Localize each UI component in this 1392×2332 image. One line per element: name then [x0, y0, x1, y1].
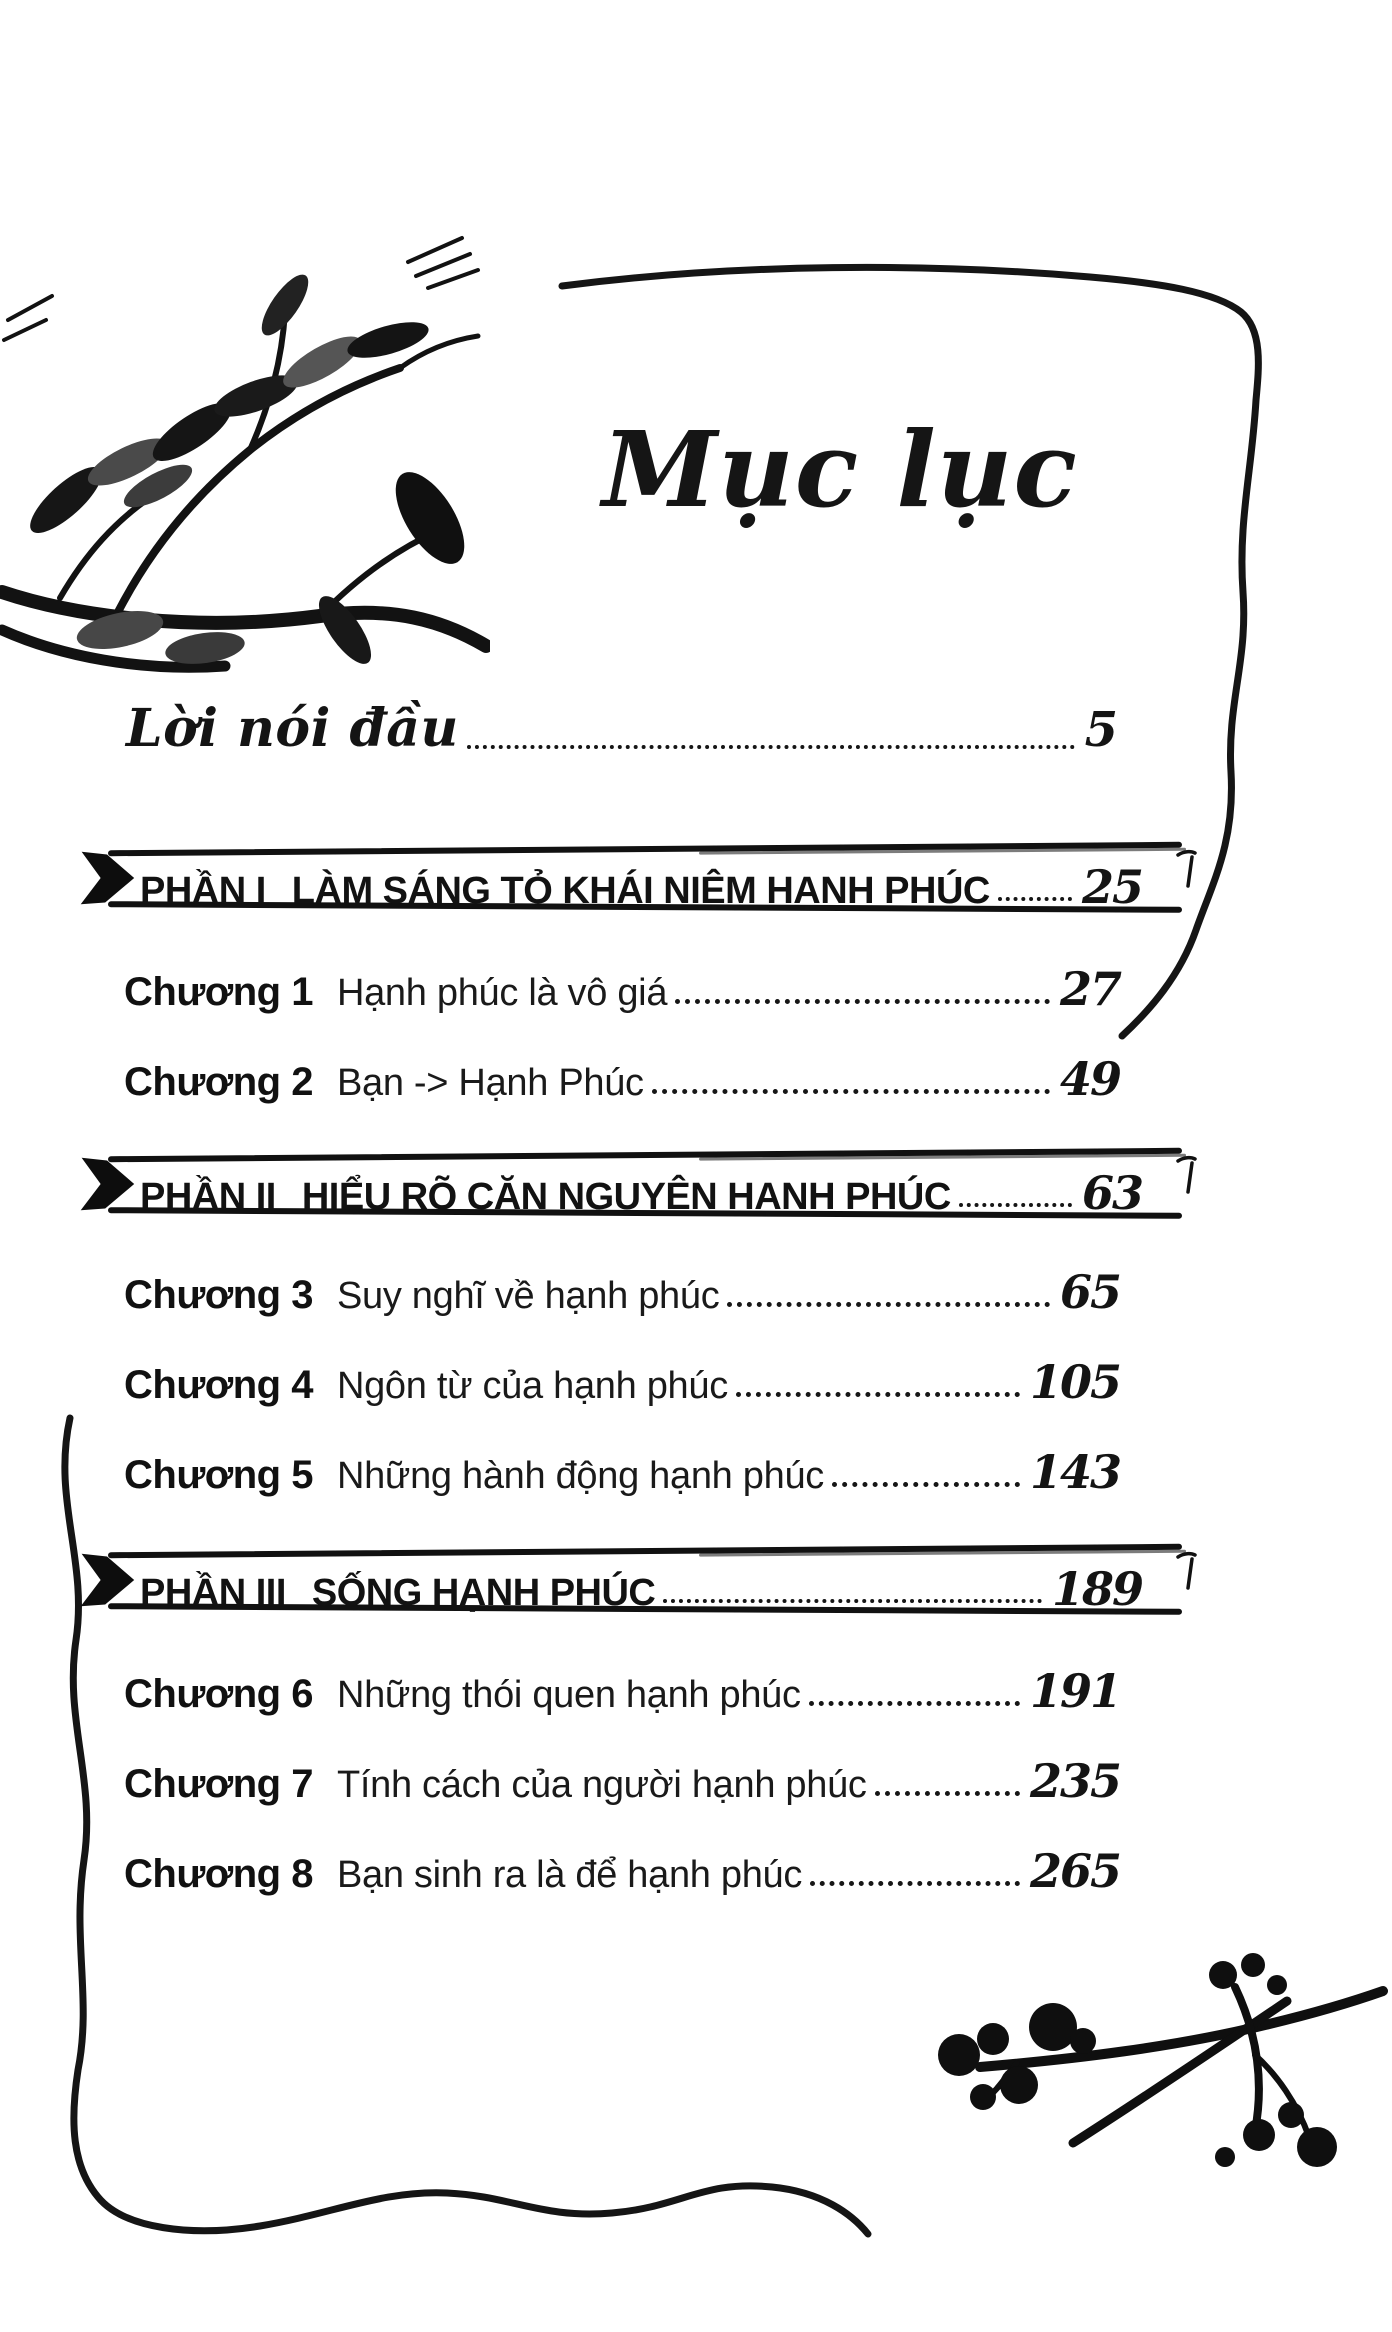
part-label: PHẦN I — [140, 870, 266, 912]
chapter-title: Suy nghĩ về hạnh phúc — [336, 1275, 720, 1317]
part-title: LÀM SÁNG TỎ KHÁI NIỆM HẠNH PHÚC — [291, 870, 990, 912]
banner-end-mark-icon — [1176, 1154, 1198, 1198]
toc-row-chapter-4 — [124, 1355, 1120, 1409]
page-number: 191 — [1029, 1664, 1120, 1718]
page-title: Mục lục — [602, 408, 1078, 531]
dotted-leader — [467, 745, 1075, 749]
dotted-leader — [810, 1881, 1020, 1886]
dotted-leader — [663, 1599, 1042, 1603]
page-number: 49 — [1059, 1052, 1120, 1106]
chapter-label: Chương 5 — [124, 1453, 313, 1497]
page-number: 105 — [1029, 1355, 1120, 1409]
page-number: 63 — [1081, 1166, 1142, 1220]
part-title: HIỂU RÕ CĂN NGUYÊN HẠNH PHÚC — [301, 1176, 951, 1218]
toc-row-chapter-3 — [124, 1265, 1120, 1319]
chevron-right-icon — [78, 1549, 136, 1611]
dotted-leader — [832, 1482, 1020, 1487]
banner-end-mark-icon — [1176, 848, 1198, 892]
chapter-title: Những thói quen hạnh phúc — [336, 1674, 801, 1716]
toc-row-chapter-5 — [124, 1445, 1120, 1499]
toc-row-chapter-1 — [124, 962, 1120, 1016]
ink-branch-bottom-right-icon — [925, 1945, 1390, 2215]
page-number: 143 — [1029, 1445, 1120, 1499]
toc-row-chapter-2 — [124, 1052, 1120, 1106]
front-matter-label: Lời nói đầu — [126, 698, 459, 759]
chapter-label: Chương 3 — [124, 1273, 313, 1317]
chapter-label: Chương 8 — [124, 1852, 313, 1896]
part-label: PHẦN III — [140, 1572, 286, 1614]
toc-row-chapter-7 — [124, 1754, 1120, 1808]
dotted-leader — [809, 1701, 1020, 1706]
chapter-title: Ngôn từ của hạnh phúc — [336, 1365, 728, 1407]
chapter-label: Chương 1 — [124, 970, 313, 1014]
banner-end-mark-icon — [1176, 1550, 1198, 1594]
chevron-right-icon — [78, 847, 136, 909]
part-banner-1 — [84, 846, 1180, 914]
dotted-leader — [652, 1089, 1050, 1094]
chapter-title: Bạn -> Hạnh Phúc — [336, 1062, 644, 1104]
chevron-right-icon — [78, 1153, 136, 1215]
toc-row-front-matter — [126, 698, 1116, 759]
part-label: PHẦN II — [140, 1176, 276, 1218]
part-banner-3 — [84, 1548, 1180, 1616]
part-title: SỐNG HẠNH PHÚC — [311, 1572, 656, 1614]
page-number: 25 — [1081, 860, 1142, 914]
dotted-leader — [675, 999, 1050, 1004]
dotted-leader — [727, 1302, 1050, 1307]
chapter-title: Tính cách của người hạnh phúc — [336, 1764, 867, 1806]
toc-row-chapter-6 — [124, 1664, 1120, 1718]
ink-branch-top-left-icon — [0, 200, 490, 680]
page-number: 265 — [1029, 1844, 1120, 1898]
page-number: 189 — [1051, 1562, 1142, 1616]
chapter-label: Chương 4 — [124, 1363, 313, 1407]
chapter-title: Hạnh phúc là vô giá — [336, 972, 668, 1014]
page-number: 27 — [1059, 962, 1120, 1016]
dotted-leader — [875, 1791, 1020, 1796]
page-number: 65 — [1059, 1265, 1120, 1319]
chapter-title: Những hành động hạnh phúc — [336, 1455, 824, 1497]
page-number: 235 — [1029, 1754, 1120, 1808]
toc-row-chapter-8 — [124, 1844, 1120, 1898]
part-banner-2 — [84, 1152, 1180, 1220]
chapter-label: Chương 2 — [124, 1060, 313, 1104]
chapter-label: Chương 7 — [124, 1762, 313, 1806]
page-number: 5 — [1084, 702, 1116, 758]
dotted-leader — [736, 1392, 1020, 1397]
chapter-title: Bạn sinh ra là để hạnh phúc — [336, 1854, 803, 1896]
dotted-leader — [959, 1203, 1072, 1207]
chapter-label: Chương 6 — [124, 1672, 313, 1716]
dotted-leader — [998, 897, 1072, 901]
